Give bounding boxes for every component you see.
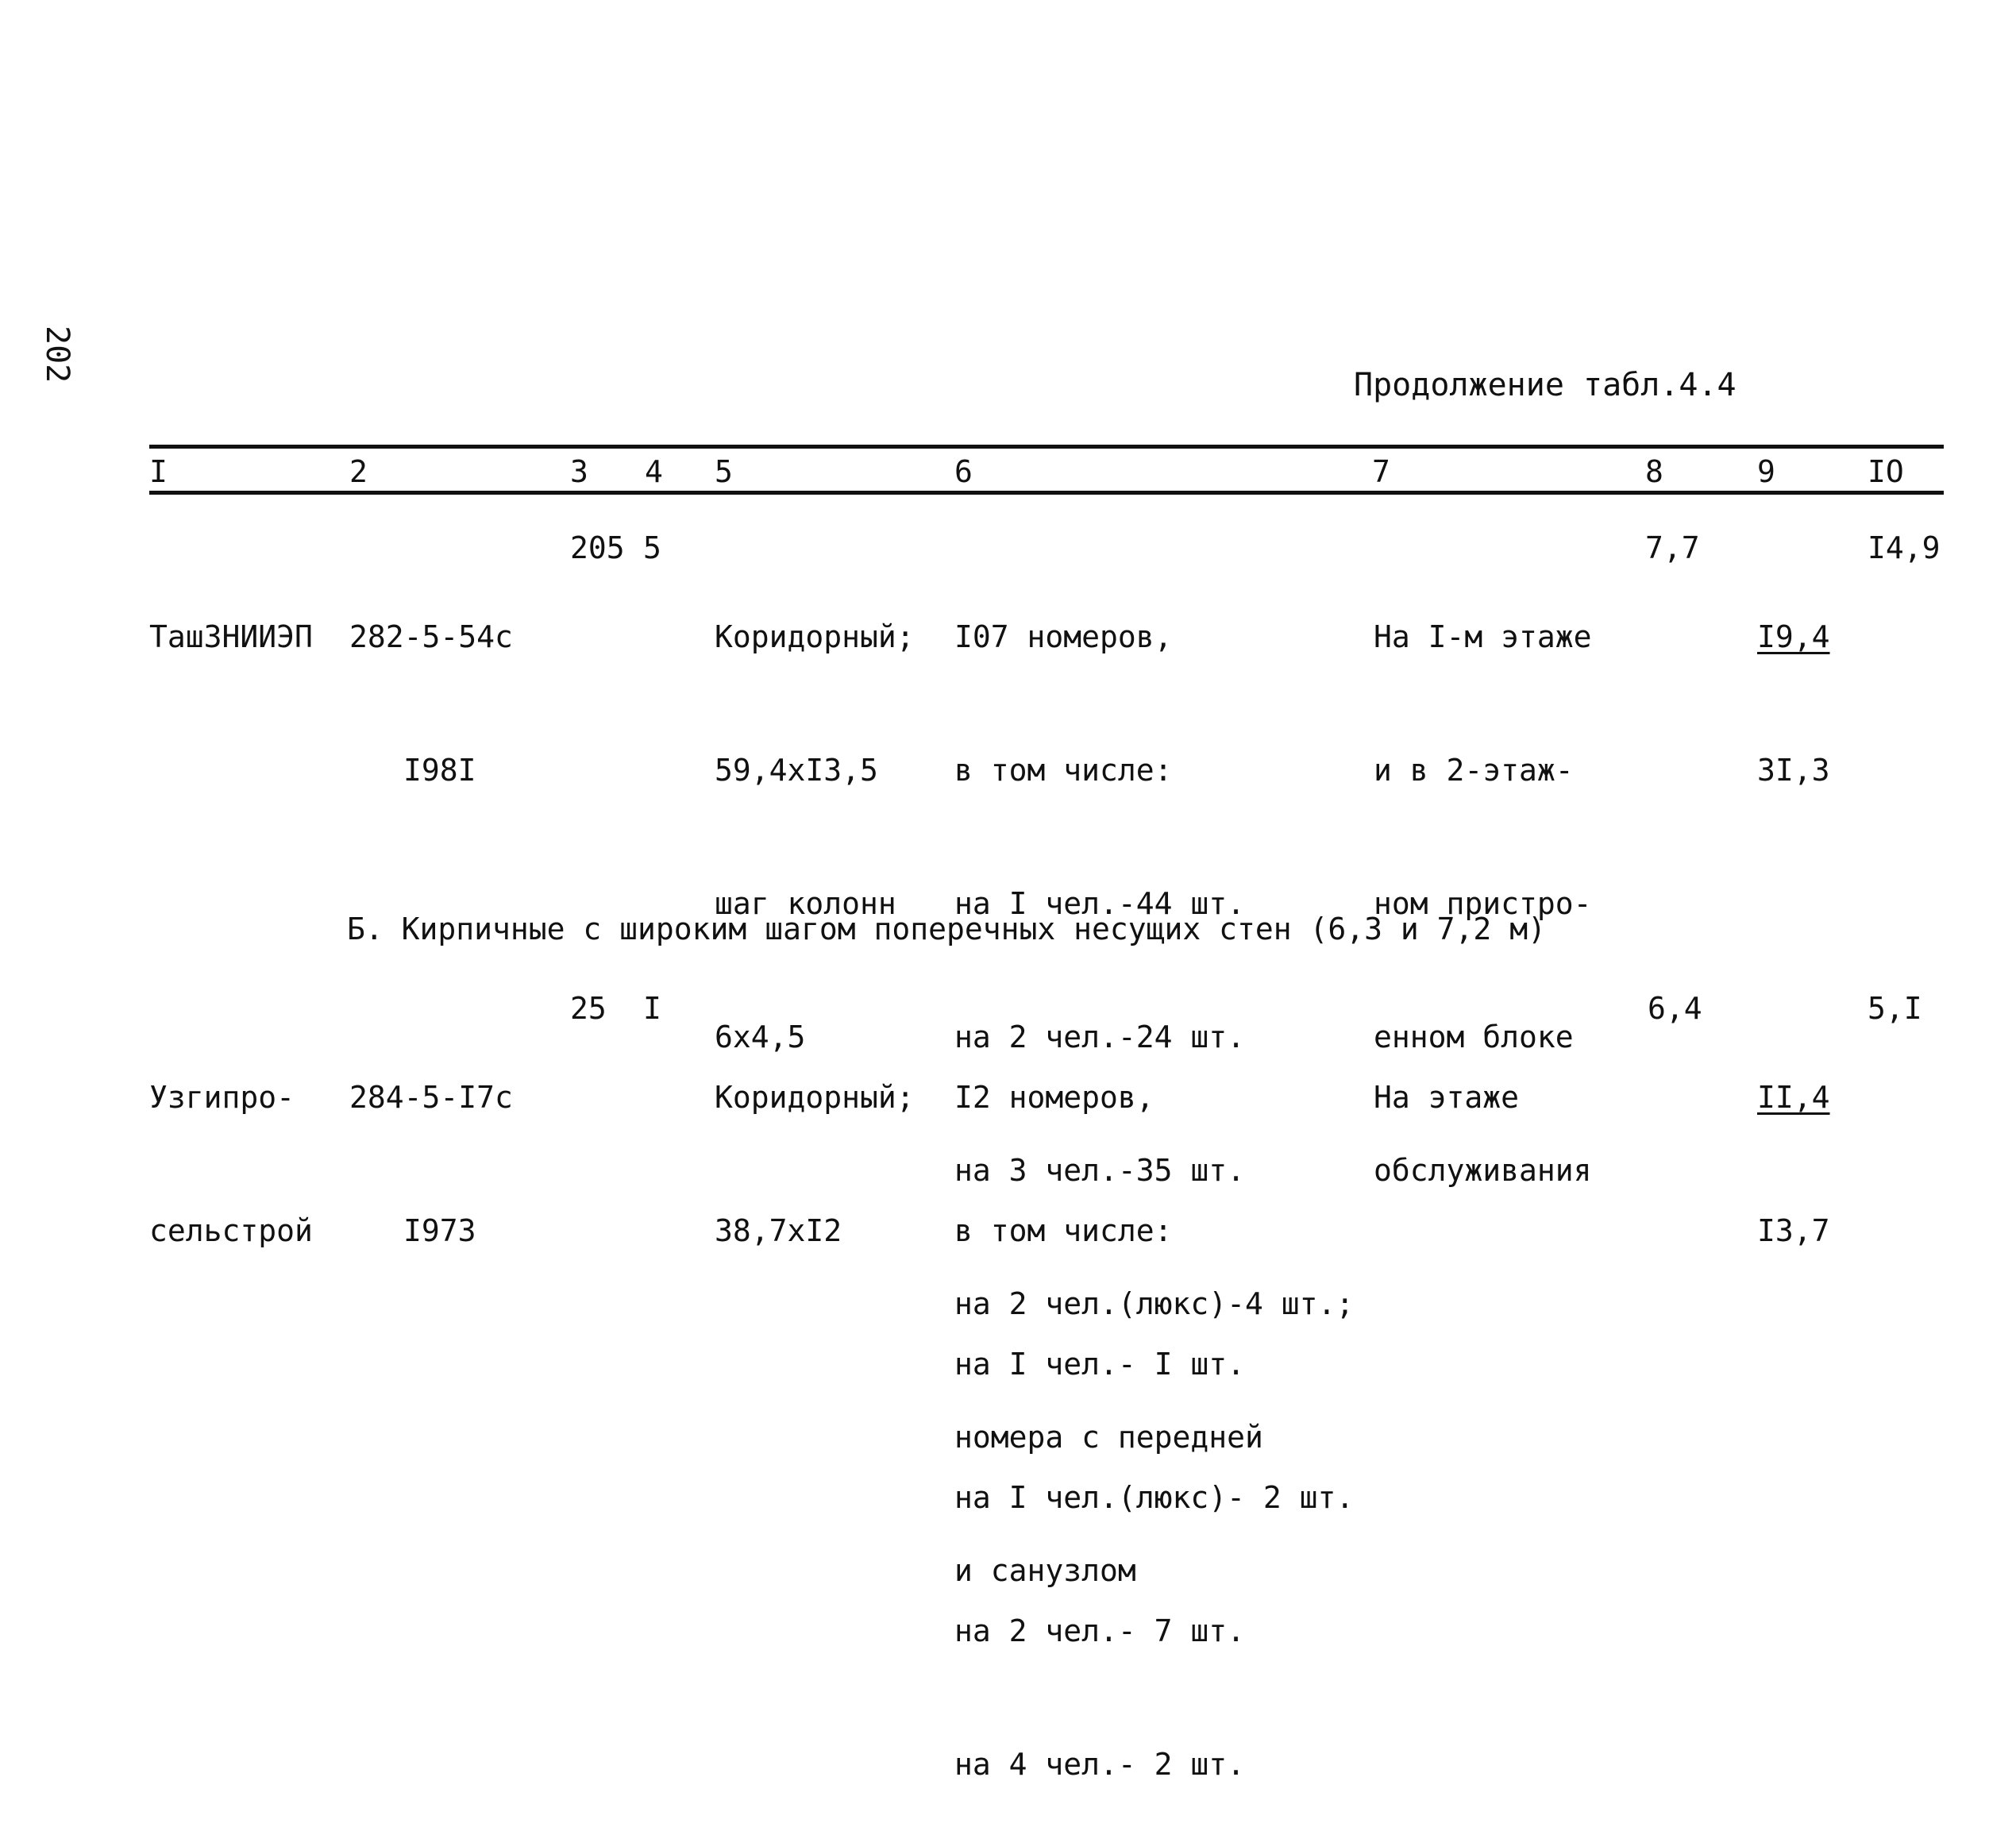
row1-rooms: I07 номеров, в том числе: на I чел.-44 шт. на 2 чел.-24 шт. на 3 чел.-35 шт. на 2 чел.(люкс)-4 шт.; номера с передней и санузлом (954, 619, 1355, 1588)
row2-col9: II,4 I3,7 (1757, 1080, 1830, 1248)
table-top-rule (149, 445, 1944, 449)
table-header-rule (149, 491, 1944, 495)
column-header-8: 8 (1645, 454, 1663, 489)
row1-col8: 7,7 (1645, 530, 1700, 565)
table-continuation-label: Продолжение табл.4.4 (1354, 367, 1737, 403)
column-header-2: 2 (349, 454, 368, 489)
row1-project-code: 282-5-54с I98I (349, 619, 513, 788)
row2-layout: Коридорный; 38,7хI2 (715, 1080, 915, 1248)
section-b-title: Б. Кирпичные с широким шагом поперечных несущих стен (6,3 и 7,2 м) (347, 912, 1546, 946)
column-header-4: 4 (645, 454, 663, 489)
row1-col4: 5 (643, 530, 661, 565)
row2-col3: 25 (570, 991, 607, 1026)
row2-col8: 6,4 (1648, 991, 1702, 1026)
row2-rooms: I2 номеров, в том числе: на I чел.- I шт. на I чел.(люкс)- 2 шт. на 2 чел.- 7 шт. на 4 чел.- 2 шт. (954, 1080, 1355, 1782)
column-header-5: 5 (715, 454, 733, 489)
row2-service-location: На этаже (1374, 1080, 1520, 1115)
row1-service-location: На I-м этаже и в 2-этаж- ном пристро- енном блоке обслуживания (1374, 619, 1592, 1188)
column-header-10: IO (1868, 454, 1904, 489)
column-header-7: 7 (1372, 454, 1390, 489)
row2-col4: I (643, 991, 661, 1026)
row1-col10: I4,9 (1868, 530, 1941, 565)
row2-col10: 5,I (1868, 991, 1922, 1026)
row1-col3: 205 (570, 530, 625, 565)
row1-col9: I9,4 3I,3 (1757, 619, 1830, 788)
page-number: 202 (39, 326, 75, 384)
row1-developer: ТашЗНИИЭП (149, 619, 313, 654)
column-header-6: 6 (954, 454, 973, 489)
row2-developer: Узгипро- сельстрой (149, 1080, 313, 1248)
column-header-9: 9 (1757, 454, 1775, 489)
row1-layout: Коридорный; 59,4хI3,5 шаг колонн 6х4,5 (715, 619, 915, 1054)
row2-project-code: 284-5-I7с I973 (349, 1080, 513, 1248)
column-header-3: 3 (570, 454, 588, 489)
column-header-1: I (149, 454, 168, 489)
